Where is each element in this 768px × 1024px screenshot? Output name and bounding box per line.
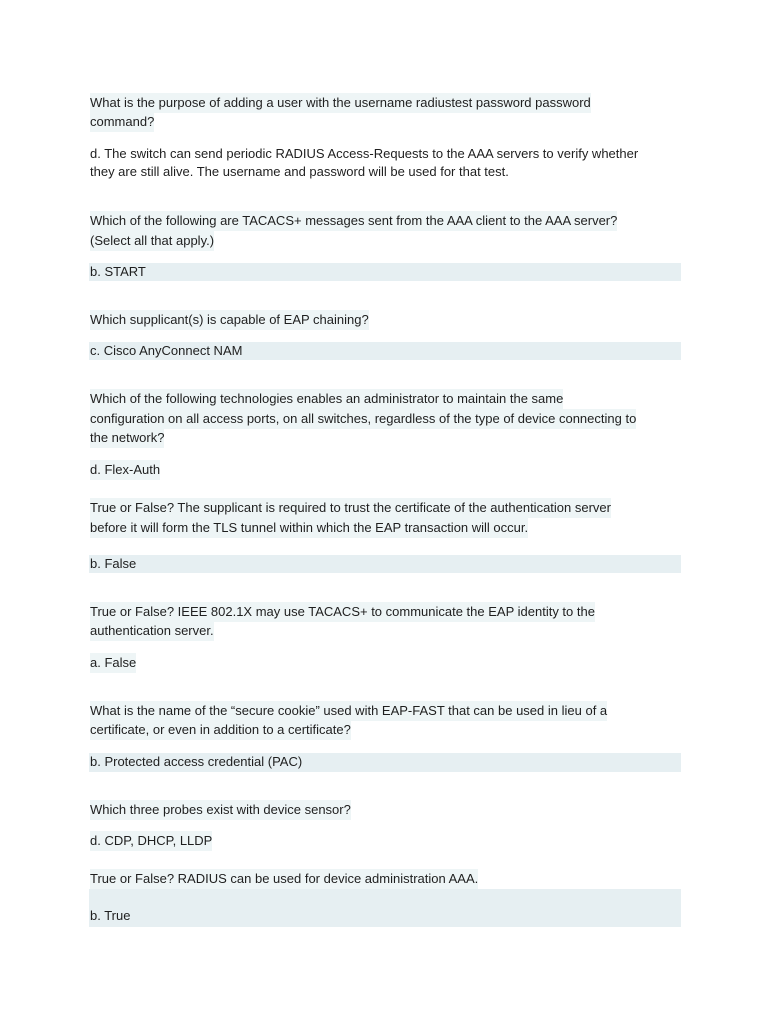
question-text: authentication server. bbox=[90, 621, 214, 641]
question-text: the network? bbox=[90, 428, 164, 448]
question-text: What is the name of the “secure cookie” used with EAP-FAST that can be used in lieu of a bbox=[90, 701, 607, 721]
answer-text: b. True bbox=[90, 908, 131, 923]
question-text: (Select all that apply.) bbox=[90, 231, 214, 251]
question-text: command? bbox=[90, 112, 154, 132]
question-text: before it will form the TLS tunnel within which the EAP transaction will occur. bbox=[90, 518, 528, 538]
answer-text: b. False bbox=[90, 556, 137, 571]
answer-highlight-band bbox=[89, 889, 681, 927]
answer-text: they are still alive. The username and password will be used for that test. bbox=[90, 164, 509, 179]
question-text: What is the purpose of adding a user with the username radiustest password password bbox=[90, 93, 591, 113]
question-text: True or False? IEEE 802.1X may use TACACS+ to communicate the EAP identity to the bbox=[90, 602, 595, 622]
answer-text: d. The switch can send periodic RADIUS Access-Requests to the AAA servers to verify whether bbox=[90, 146, 639, 161]
question-text: certificate, or even in addition to a certificate? bbox=[90, 720, 351, 740]
question-text: Which supplicant(s) is capable of EAP chaining? bbox=[90, 310, 369, 330]
question-text: Which of the following are TACACS+ messages sent from the AAA client to the AAA server? bbox=[90, 211, 617, 231]
question-text: Which three probes exist with device sensor? bbox=[90, 800, 351, 820]
answer-text: b. Protected access credential (PAC) bbox=[90, 754, 303, 769]
answer-highlight-band bbox=[89, 263, 681, 281]
question-text: configuration on all access ports, on all switches, regardless of the type of device connecting to bbox=[90, 409, 636, 429]
question-text: True or False? RADIUS can be used for device administration AAA. bbox=[90, 869, 478, 889]
answer-highlight-band bbox=[89, 555, 681, 573]
answer-text: b. START bbox=[90, 264, 146, 279]
answer-text: c. Cisco AnyConnect NAM bbox=[90, 343, 243, 358]
answer-text: a. False bbox=[90, 653, 136, 673]
question-text: Which of the following technologies enables an administrator to maintain the same bbox=[90, 389, 563, 409]
answer-text: d. Flex-Auth bbox=[90, 460, 160, 480]
answer-text: d. CDP, DHCP, LLDP bbox=[90, 831, 212, 851]
question-text: True or False? The supplicant is required to trust the certificate of the authentication server bbox=[90, 498, 611, 518]
